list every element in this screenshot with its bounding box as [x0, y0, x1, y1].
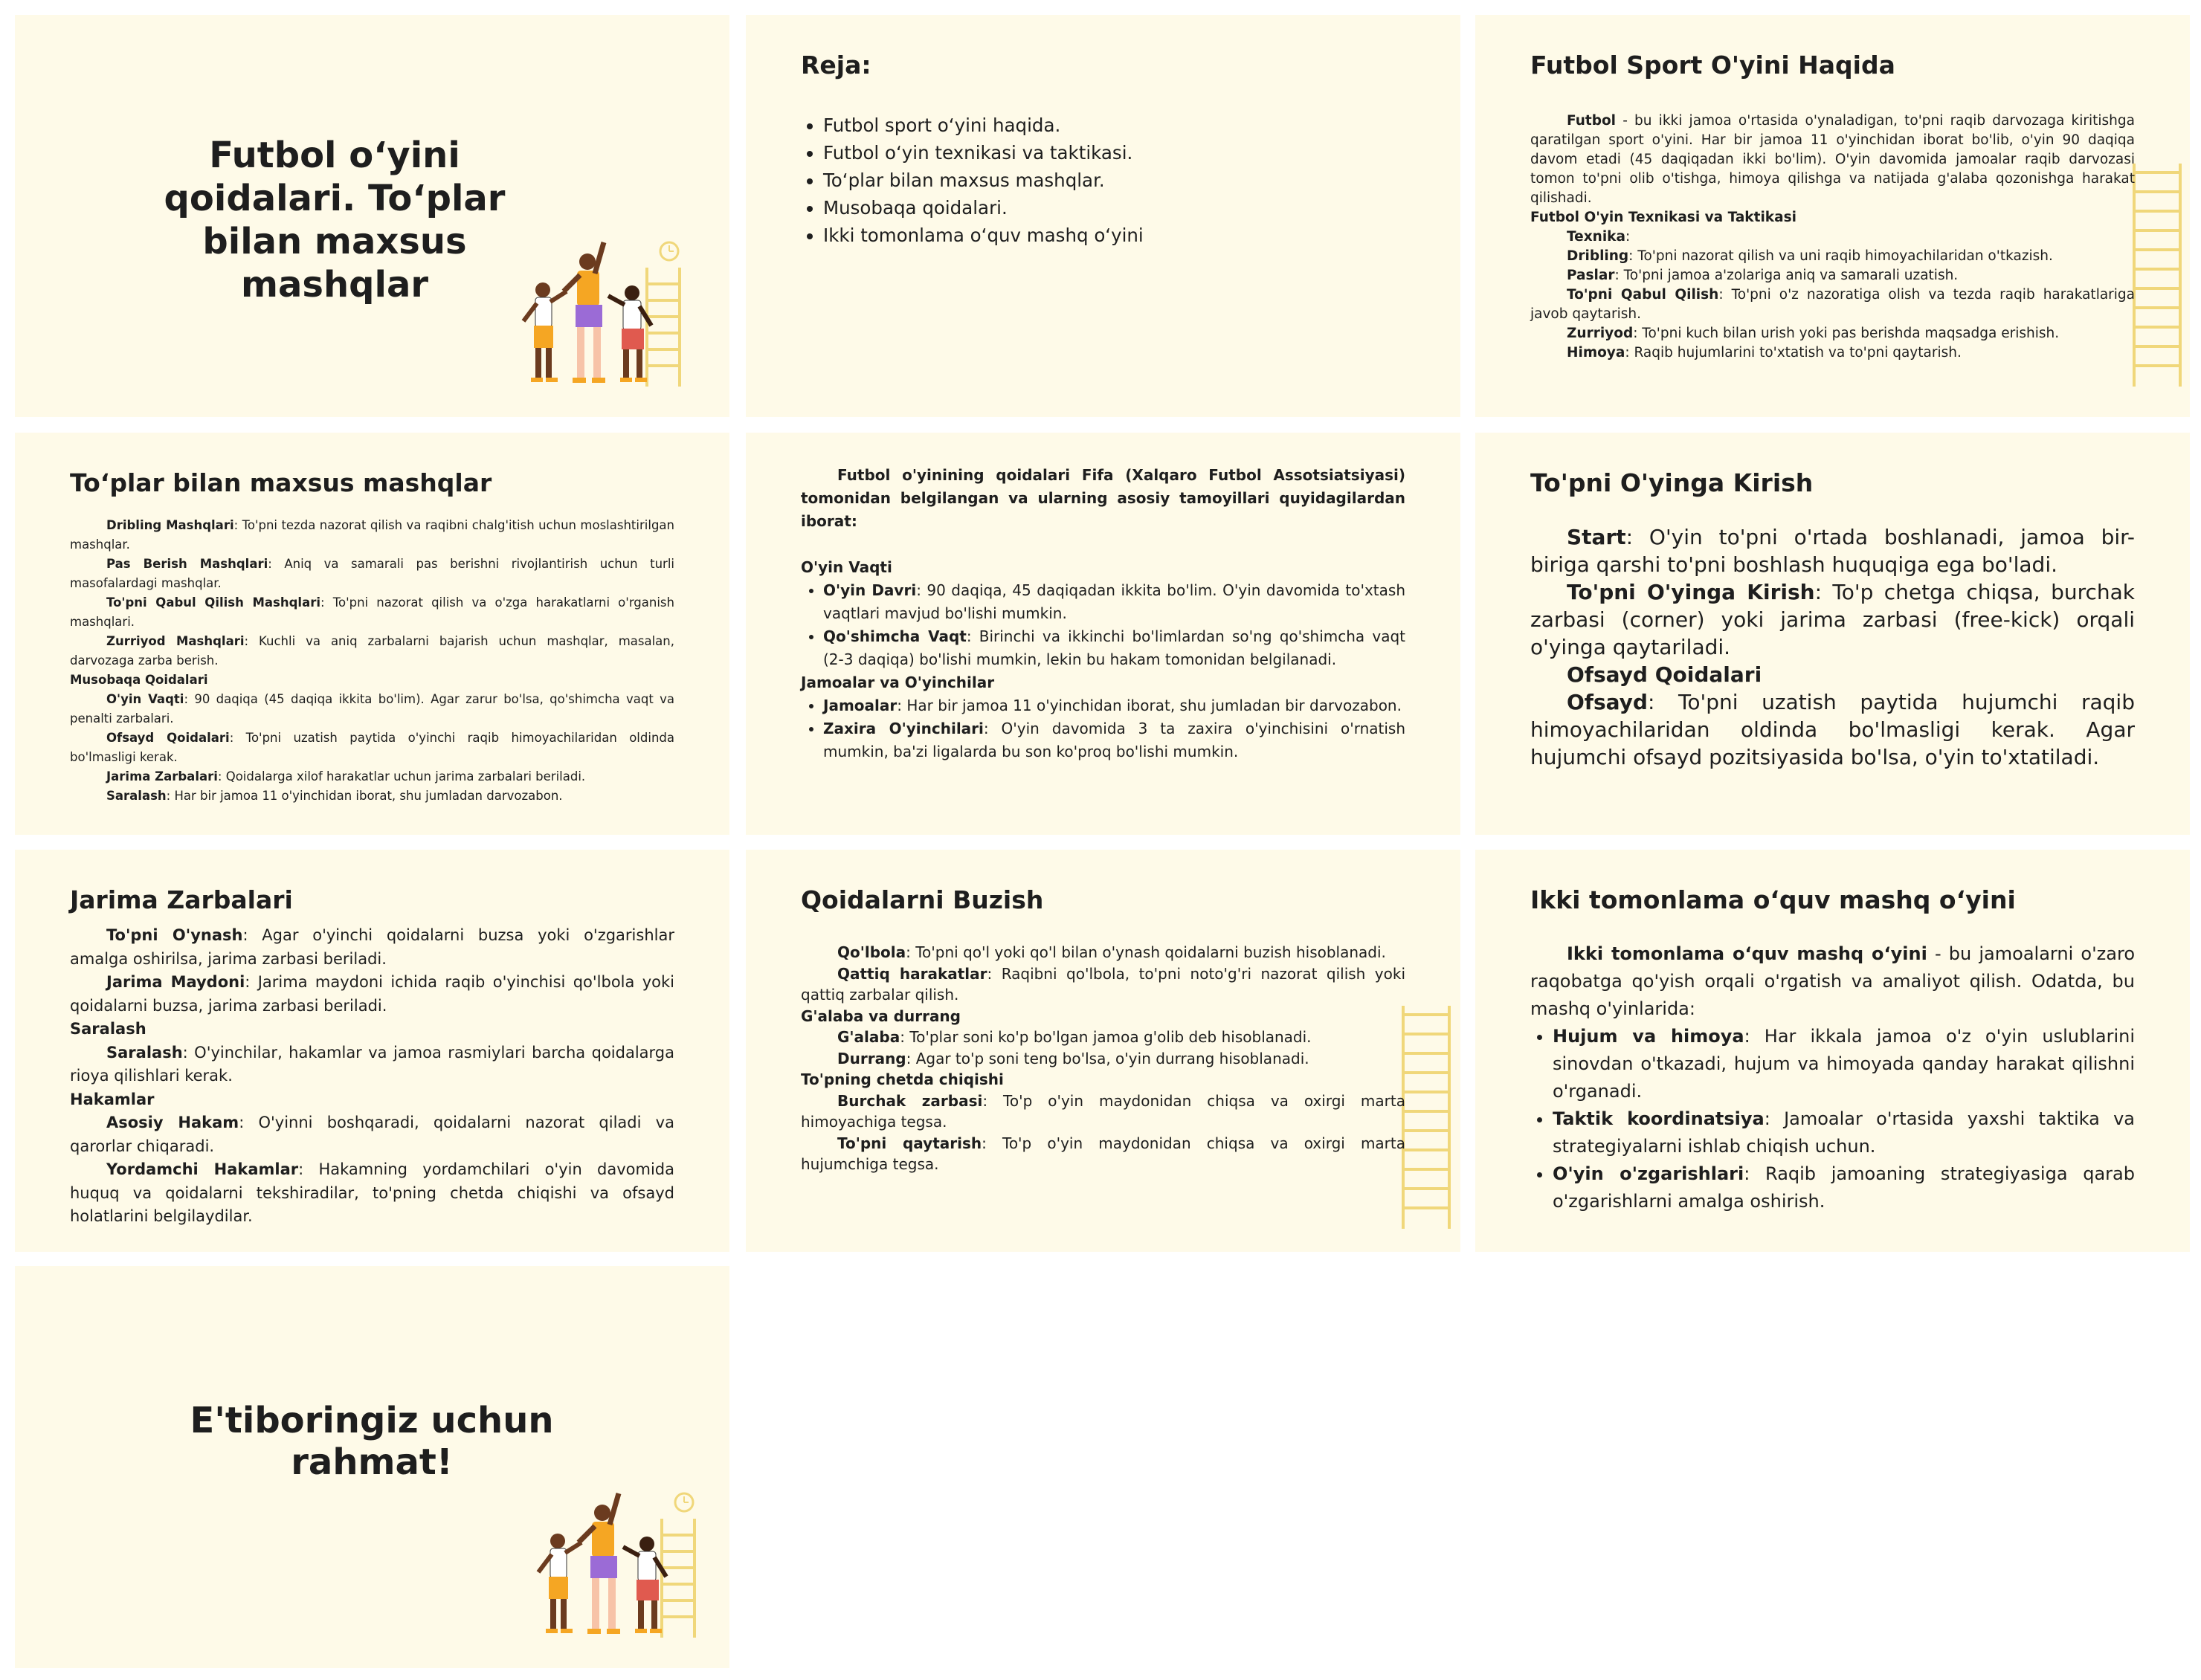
slide-6-kickoff — [1475, 433, 2190, 835]
slide-title: To'pni O'yinga Kirish — [1530, 468, 1814, 497]
plan-title: Reja: — [801, 51, 871, 80]
slide-4-exercises — [15, 433, 729, 835]
plan-item: • Ikki tomonlama o‘quv mashq o‘yini — [823, 222, 1405, 249]
slide-title: Jarima Zarbalari — [70, 885, 293, 914]
cover-title: Futbol o‘yini qoidalari. To‘plar bilan maxsus mashqlar — [164, 135, 506, 306]
plan-list — [801, 112, 1405, 249]
ladder-decoration — [2131, 164, 2183, 387]
slide-10-thanks — [15, 1266, 729, 1668]
slide-body: Start: O'yin to'pni o'rtada boshlanadi, jamoa bir-biriga qarshi to'pni boshlash huquqiga ega bo'ladi. To'pni O'yinga Kirish: To'p chetga chiqsa, burchak zarbasi (corner) yoki jarima zarbasi (free-kick) orqali o'yinga qaytariladi. Ofsayd Qoidalari Ofsayd: To'pni uzatish paytida hujumchi raqib himoyachilaridan oldinda bo'lmasligi kerak. Agar hujumchi ofsayd pozitsiyasida bo'lsa, o'yin to'xtatiladi. — [1530, 525, 2135, 769]
ladder-decoration — [1400, 1006, 1452, 1229]
slide-7-penalties — [15, 850, 729, 1252]
slide-title: Futbol Sport O'yini Haqida — [1530, 51, 1895, 80]
exercise-illustration — [521, 238, 684, 387]
plan-item: • Futbol sport o‘yini haqida. — [823, 112, 1405, 139]
closing-title: E'tiboringiz uchun rahmat! — [190, 1400, 554, 1483]
plan-item: • Musobaqa qoidalari. — [823, 194, 1405, 222]
slide-body: Ikki tomonlama o‘quv mashq o‘yini - bu jamoalarni o'zaro raqobatga qo'yish orqali o'rgatish va amaliyot qilish. Odatda, bu mashq o'yinlarida: • Hujum va himoya: Har ikkala jamoa o'z o'yin uslublarini sinovdan o'tkazadi, hujum va himoyada qanday harakat qilishni o'rganadi. • Taktik koordinatsiya: Jamoalar o'rtasida yaxshi taktika va strategiyalarni ishlab chiqish uchun. • O'yin o'zgarishlari: Raqib jamoaning strategiyasiga qarab o'zgarishlarni amalga oshirish. — [1530, 940, 2135, 1215]
exercise-illustration — [535, 1489, 699, 1638]
slide-title: Ikki tomonlama o‘quv mashq o‘yini — [1530, 885, 2016, 914]
slide-body: Qo'lbola: To'pni qo'l yoki qo'l bilan o'ynash qoidalarni buzish hisoblanadi. Qattiq harakatlar: Raqibni qo'lbola, to'pni noto'g'ri nazorat qilish yoki qattiq zarbalar qilish. G'alaba va durrang G'alaba: To'plar soni ko'p bo'lgan jamoa g'olib deb hisoblanadi. Durrang: Agar to'p soni teng bo'lsa, o'yin durrang hisoblanadi. To'pning chetda chiqishi Burchak zarbasi: To'p o'yin maydonidan chiqsa va oxirgi marta himoyachiga tegsa. To'pni qaytarish: To'p o'yin maydonidan chiqsa va oxirgi marta hujumchiga tegsa. — [801, 943, 1406, 1173]
slide-title: To‘plar bilan maxsus mashqlar — [70, 468, 492, 497]
slide-8-violations — [746, 850, 1460, 1252]
slide-3-about — [1475, 15, 2190, 417]
slide-body: Dribling Mashqlari: To'pni tezda nazorat qilish va raqibni chalg'itish uchun moslashtirilgan mashqlar. Pas Berish Mashqlari: Aniq va samarali pas berishni rivojlantirish uchun turli masofalardagi mashqlar. To'pni Qabul Qilish Mashqlari: To'pni nazorat qilish va o'zga harakatlarni o'rganish mashqlari. Zurriyod Mashqlari: Kuchli va aniq zarbalarni bajarish uchun mashqlar, masalan, darvozaga zarba berish. Musobaqa Qoidalari O'yin Vaqti: 90 daqiqa (45 daqiqa ikkita bo'lim). Agar zarur bo'lsa, qo'shimcha vaqt va penalti zarbalari. Ofsayd Qoidalari: To'pni uzatish paytida o'yinchi raqib himoyachilaridan oldinda bo'lmasligi kerak. Jarima Zarbalari: Qoidalarga xilof harakatlar uchun jarima zarbalari beriladi. Saralash: Har bir jamoa 11 o'yinchidan iborat, shu jumladan darvozabon. — [70, 518, 675, 803]
slide-body: To'pni O'ynash: Agar o'yinchi qoidalarni buzsa yoki o'zgarishlar amalga oshirilsa, jarima zarbasi beriladi. Jarima Maydoni: Jarima maydoni ichida raqib o'yinchisi qo'lbola yoki qoidalarni buzsa, jarima zarbasi beriladi. Saralash Saralash: O'yinchilar, hakamlar va jamoa rasmiylari barcha qoidalarga rioya qilishlari kerak. Hakamlar Asosiy Hakam: O'yinni boshqaradi, qoidalarni nazorat qiladi va qarorlar chiqaradi. Yordamchi Hakamlar: Hakamning yordamchilari o'yin davomida huquq va qoidalarni tekshiradilar, to'pning chetda chiqishi va ofsayd holatlarini belgilaydilar. — [70, 926, 674, 1225]
plan-list-wrap — [801, 112, 1405, 249]
plan-item: • Futbol o‘yin texnikasi va taktikasi. — [823, 139, 1405, 167]
slide-5-rules — [746, 433, 1460, 835]
slide-9-training-game — [1475, 850, 2190, 1252]
slide-body: Futbol - bu ikki jamoa o'rtasida o'ynaladigan, to'pni raqib darvozaga kiritishga qaratilgan sport o'yini. Har bir jamoa 11 o'yinchidan iborat bo'lib, o'yin 90 daqiqa davom etadi (45 daqiqadan ikki bo'lim). O'yin davomida jamoalar raqib darvozasi tomon to'pni olib o'tishga, himoya qilishga va natijada g'alaba qozonishga harakat qilishadi. Futbol O'yin Texnikasi va Taktikasi Texnika: Dribling: To'pni nazorat qilish va uni raqib himoyachilaridan o'tkazish. Paslar: To'pni jamoa a'zolariga aniq va samarali uzatish. To'pni Qabul Qilish: To'pni o'z nazoratiga olish va tezda raqib harakatlariga javob qaytarish. Zurriyod: To'pni kuch bilan urish yoki pas berishda maqsadga erishish. Himoya: Raqib hujumlarini to'xtatish va to'pni qaytarish. — [1530, 113, 2135, 361]
slide-title: Qoidalarni Buzish — [801, 885, 1044, 914]
plan-item: • To‘plar bilan maxsus mashqlar. — [823, 167, 1405, 194]
slide-2-plan — [746, 15, 1460, 417]
slide-1-cover — [15, 15, 729, 417]
slide-body: Futbol o'yinining qoidalari Fifa (Xalqaro Futbol Assotsiatsiyasi) tomonidan belgilangan va ularning asosiy tamoyillari quyidagilardan iborat: O'yin Vaqti • O'yin Davri: 90 daqiqa, 45 daqiqadan ikkita bo'lim. O'yin davomida to'xtash vaqtlari mavjud bo'lishi mumkin. • Qo'shimcha Vaqt: Birinchi va ikkinchi bo'limlardan so'ng qo'shimcha vaqt (2-3 daqiqa) bo'lishi mumkin, lekin bu hakam tomonidan belgilanadi. Jamoalar va O'yinchilar • Jamoalar: Har bir jamoa 11 o'yinchidan iborat, shu jumladan bir darvozabon. • Zaxira O'yinchilari: O'yin davomida 3 ta zaxira o'yinchisini o'rnatish mumkin, ba'zi ligalarda bu son ko'proq bo'lishi mumkin. — [801, 464, 1405, 763]
